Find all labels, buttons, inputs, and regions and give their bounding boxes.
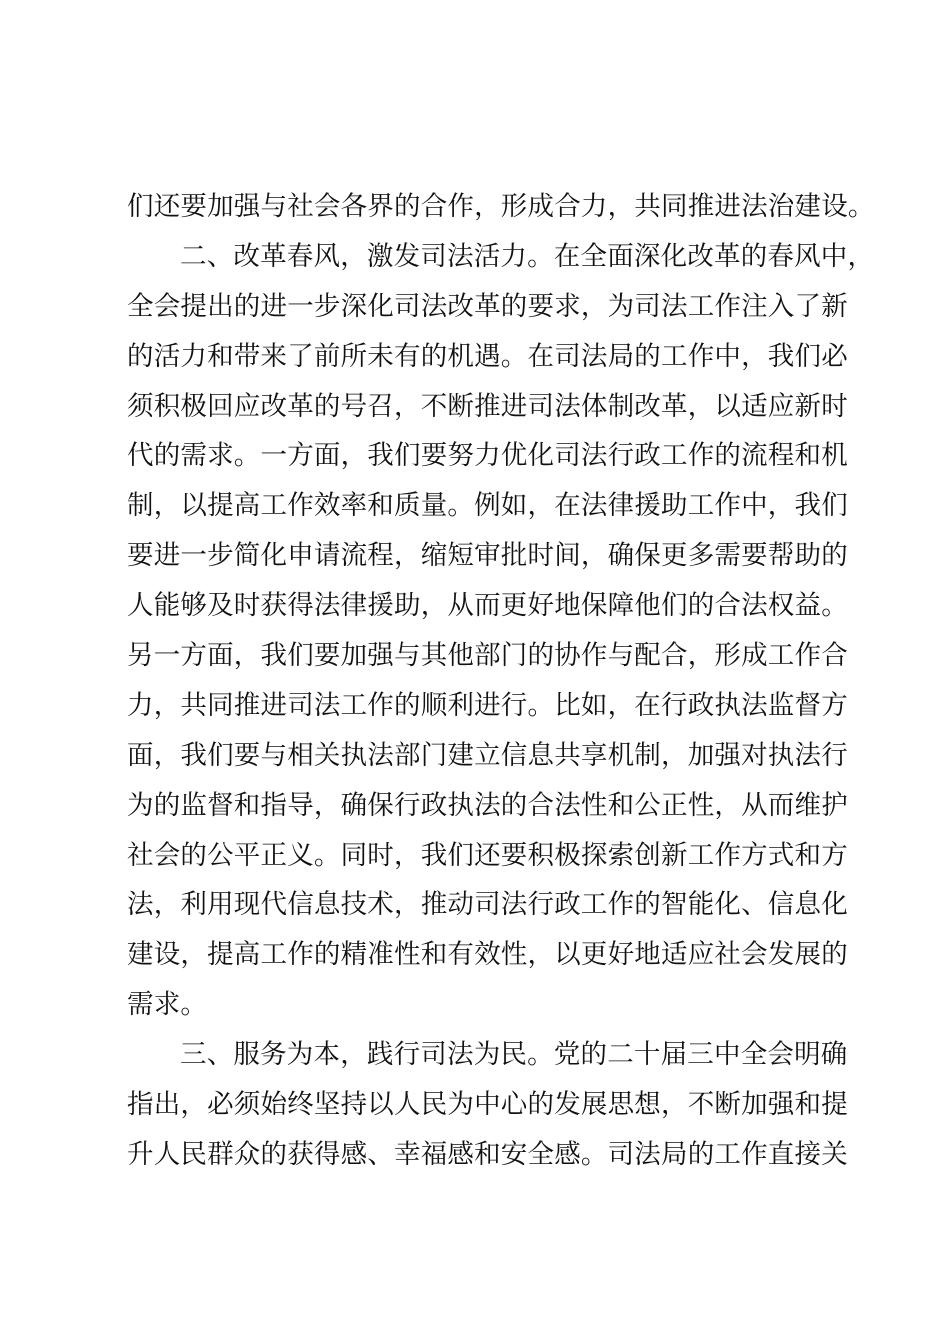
text-line-6: 代的需求。一方面，我们要努力优化司法行政工作的流程和机 [127, 440, 848, 472]
text-line-8: 要进一步简化申请流程，缩短审批时间，确保更多需要帮助的 [127, 540, 848, 572]
section-heading-line-18: 三、服务为本，践行司法为民。党的二十届三中全会明确 [180, 1039, 848, 1071]
text-line-15: 法，利用现代信息技术，推动司法行政工作的智能化、信息化 [127, 889, 848, 921]
text-line-11: 力，共同推进司法工作的顺利进行。比如，在行政执法监督方 [127, 689, 848, 721]
body-text [127, 182, 875, 1180]
text-line-14: 社会的公平正义。同时，我们还要积极探索创新工作方式和方 [127, 839, 848, 871]
text-line-1: 们还要加强与社会各界的合作，形成合力，共同推进法治建设。 [127, 191, 875, 222]
text-line-12: 面，我们要与相关执法部门建立信息共享机制，加强对执法行 [127, 739, 848, 771]
text-line-19: 指出，必须始终坚持以人民为中心的发展思想，不断加强和提 [127, 1089, 848, 1121]
text-line-16: 建设，提高工作的精准性和有效性，以更好地适应社会发展的 [127, 939, 848, 971]
text-line-20: 升人民群众的获得感、幸福感和安全感。司法局的工作直接关 [127, 1138, 848, 1170]
text-line-4: 的活力和带来了前所未有的机遇。在司法局的工作中，我们必 [127, 340, 848, 372]
text-line-13: 为的监督和指导，确保行政执法的合法性和公正性，从而维护 [127, 789, 848, 821]
text-line-17: 需求。 [127, 989, 208, 1021]
text-line-5: 须积极回应改革的号召，不断推进司法体制改革，以适应新时 [127, 390, 848, 422]
section-heading-line-2: 二、改革春风，激发司法活力。在全面深化改革的春风中， [180, 240, 875, 272]
text-line-9: 人能够及时获得法律援助，从而更好地保障他们的合法权益。 [127, 590, 848, 622]
text-line-3: 全会提出的进一步深化司法改革的要求，为司法工作注入了新 [127, 290, 848, 322]
text-line-7: 制，以提高工作效率和质量。例如，在法律援助工作中，我们 [127, 490, 848, 522]
text-line-10: 另一方面，我们要加强与其他部门的协作与配合，形成工作合 [127, 640, 848, 672]
